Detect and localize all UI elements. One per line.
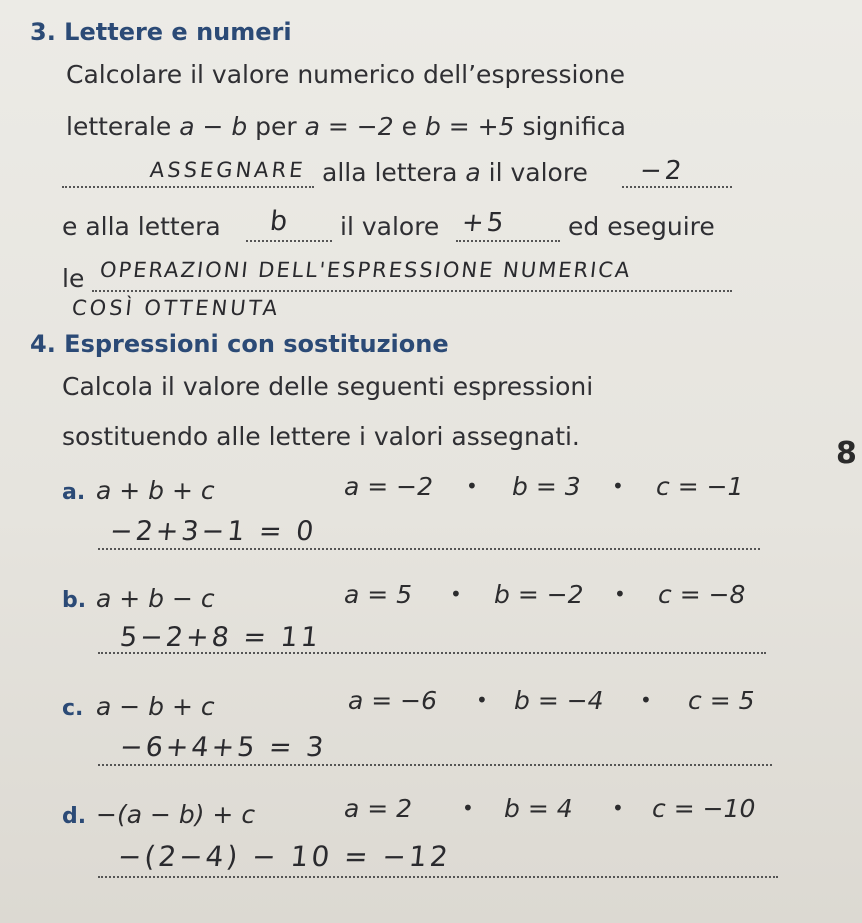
blank-3[interactable] [246,240,332,242]
ex3-b-value: b = +5 [424,112,515,141]
bullet: • [612,474,624,498]
bullet: • [450,582,462,606]
item-d-c-value: c = −10 [652,794,756,823]
ex3-line-4c: ed eseguire [568,212,715,241]
ex3-line-2 [66,112,626,141]
item-a-c-value: c = −1 [656,472,744,501]
handwritten-answer-c: −6+4+5 = 3 [118,732,329,763]
ex3-line-4a: e alla lettera [62,212,221,241]
item-d-label: d. [62,804,87,829]
item-a-label: a. [62,480,86,505]
ex3-a-value: a = −2 [304,112,394,141]
ex4-instruction-2: sostituendo alle lettere i valori assegnati. [62,422,580,451]
item-c-c-value: c = 5 [688,686,755,715]
exercise-3-title: 3. Lettere e numeri [30,18,292,46]
item-b-expression: a + b − c [96,584,215,613]
ex3-line3-text: alla lettera [322,158,466,187]
bullet: • [614,582,626,606]
item-d-b-value: b = 4 [504,794,573,823]
bullet: • [476,688,488,712]
ex3-line-3 [322,158,588,187]
ex3-line-4b: il valore [340,212,440,241]
handwritten-answer-b: 5−2+8 = 11 [118,622,323,653]
ex3-line-5: le [62,264,85,293]
answer-line-d[interactable] [98,876,778,878]
item-b-c-value: c = −8 [658,580,746,609]
blank-2[interactable] [622,186,732,188]
item-a-expression: a + b + c [96,476,215,505]
answer-line-a[interactable] [98,548,760,550]
handwritten-answer-d: −(2−4) − 10 = −12 [116,840,453,873]
handwritten-answer-1: ASSEGNARE [148,158,307,182]
handwritten-answer-5: OPERAZIONI DELL'ESPRESSIONE NUMERICA [98,258,633,282]
item-b-a-value: a = 5 [344,580,413,609]
handwritten-answer-3: b [268,206,292,237]
item-c-a-value: a = −6 [348,686,438,715]
item-a-a-value: a = −2 [344,472,434,501]
ex3-line-1: Calcolare il valore numerico dell’espressione [66,60,625,89]
ex3-expression: a − b [179,112,248,141]
answer-line-c[interactable] [98,764,772,766]
handwritten-answer-5b: COSÌ OTTENUTA [70,296,282,320]
item-a-b-value: b = 3 [512,472,581,501]
item-b-b-value: b = −2 [494,580,584,609]
bullet: • [640,688,652,712]
ex3-line2-and: e [393,112,425,141]
margin-number: 8 [836,436,857,471]
blank-1[interactable] [62,186,314,188]
handwritten-answer-4: +5 [460,208,508,238]
handwritten-answer-2: −2 [638,156,686,186]
ex3-line2-end: significa [514,112,626,141]
item-d-expression: −(a − b) + c [96,800,256,829]
blank-4[interactable] [456,240,560,242]
item-b-label: b. [62,588,87,613]
item-d-a-value: a = 2 [344,794,413,823]
blank-5[interactable] [92,290,732,292]
ex3-line2-per: per [247,112,305,141]
item-c-expression: a − b + c [96,692,215,721]
item-c-label: c. [62,696,84,721]
exercise-4-title: 4. Espressioni con sostituzione [30,330,449,358]
bullet: • [462,796,474,820]
handwritten-answer-a: −2+3−1 = 0 [108,516,319,547]
bullet: • [612,796,624,820]
ex3-line3-letter: a [465,158,481,187]
item-c-b-value: b = −4 [514,686,604,715]
ex3-line3-end: il valore [480,158,588,187]
ex4-instruction-1: Calcola il valore delle seguenti espressioni [62,372,594,401]
ex3-line2-text: letterale [66,112,180,141]
bullet: • [466,474,478,498]
